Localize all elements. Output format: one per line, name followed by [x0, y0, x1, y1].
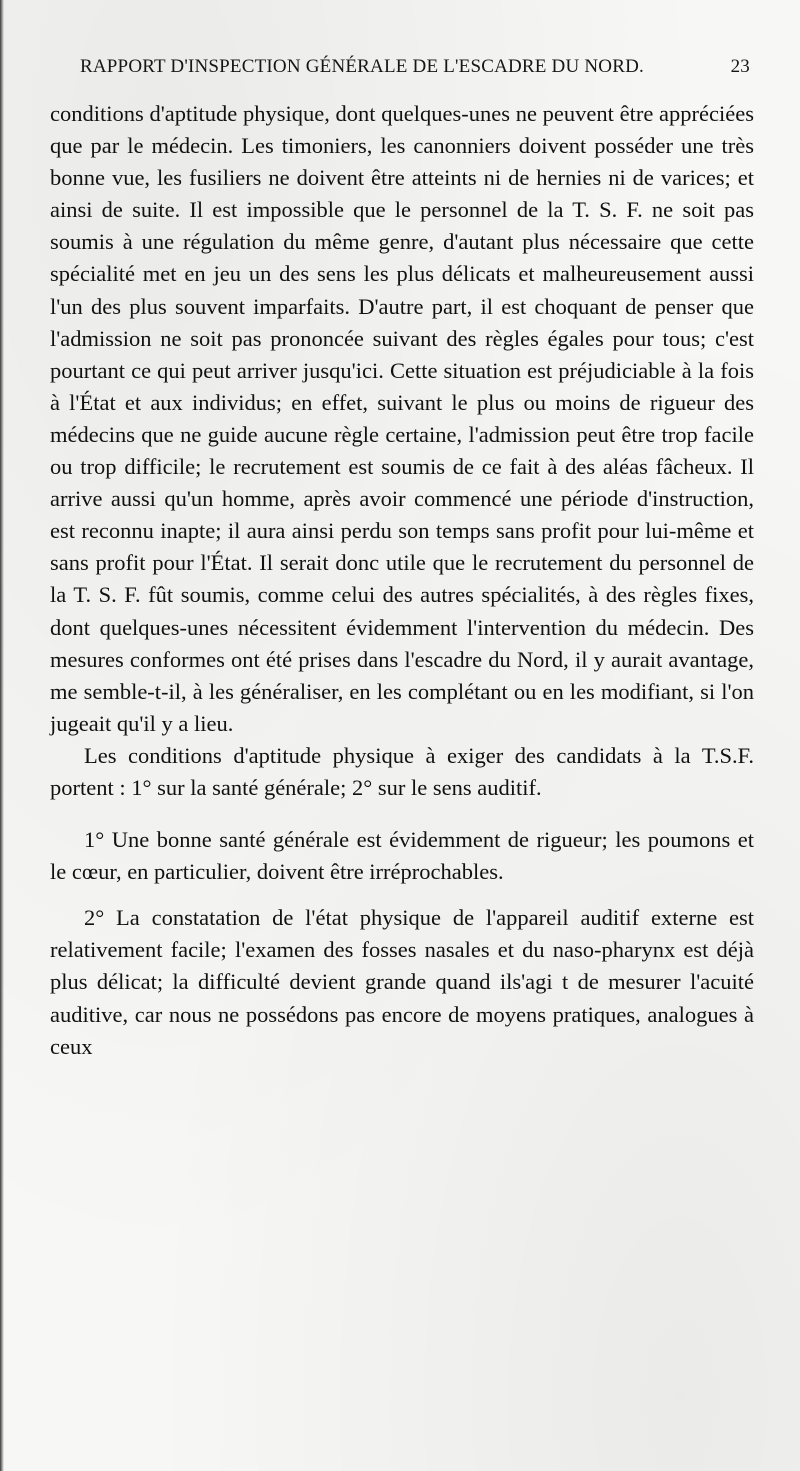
page-number: 23: [730, 56, 750, 77]
body-text: [50, 98, 754, 1063]
paragraph-auditory-sense: 2° La constatation de l'état physique de l'appareil auditif externe est relativement facile; l'examen des fosses nasales et du naso-pharynx est déjà plus délicat; la difficulté devient grande quand ils'agi t de mesurer l'acuité auditive, car nous ne possédons pas encore de moyens pratiques, analogues à ceux: [50, 905, 754, 1059]
page-header: [80, 56, 750, 90]
running-title: RAPPORT D'INSPECTION GÉNÉRALE DE L'ESCADRE DU NORD.: [80, 56, 644, 77]
page-edge-shadow: [0, 0, 4, 1471]
paragraph-aptitude-conditions: conditions d'aptitude physique, dont quelques-unes ne peuvent être appréciées que par le médecin. Les timoniers, les canonniers doivent posséder une très bonne vue, les fusiliers ne doivent être atteints ni de hernies ni de varices; et ainsi de suite. Il est impossible que le personnel de la T. S. F. ne soit pas soumis à une régulation du même genre, d'autant plus nécessaire que cette spécialité met en jeu un des sens les plus délicats et malheureusement aussi l'un des plus souvent imparfaits. D'autre part, il est choquant de penser que l'admission ne soit pas prononcée suivant des règles égales pour tous; c'est pourtant ce qui peut arriver jusqu'ici. Cette situation est préjudiciable à la fois à l'État et aux individus; en effet, suivant le plus ou moins de rigueur des médecins que ne guide aucune règle certaine, l'admission peut être trop facile ou trop difficile; le recrutement est soumis de ce fait à des aléas fâcheux. Il arrive aussi qu'un homme, après avoir commencé une période d'instruction, est reconnu inapte; il aura ainsi perdu son temps sans profit pour lui-même et sans profit pour l'État. Il serait donc utile que le recrutement du personnel de la T. S. F. fût soumis, comme celui des autres spécialités, à des règles fixes, dont quelques-unes nécessitent évidemment l'intervention du médecin. Des mesures conformes ont été prises dans l'escadre du Nord, il y aurait avantage, me semble-t-il, à les généraliser, en les complétant ou en les modifiant, si l'on jugeait qu'il y a lieu.: [50, 101, 754, 736]
paragraph-conditions-list: Les conditions d'aptitude physique à exiger des candidats à la T.S.F. portent : 1° sur la santé générale; 2° sur le sens auditif.: [50, 742, 754, 800]
paragraph-general-health: 1° Une bonne santé générale est évidemment de rigueur; les poumons et le cœur, en particulier, doivent être irréprochables.: [50, 827, 754, 885]
